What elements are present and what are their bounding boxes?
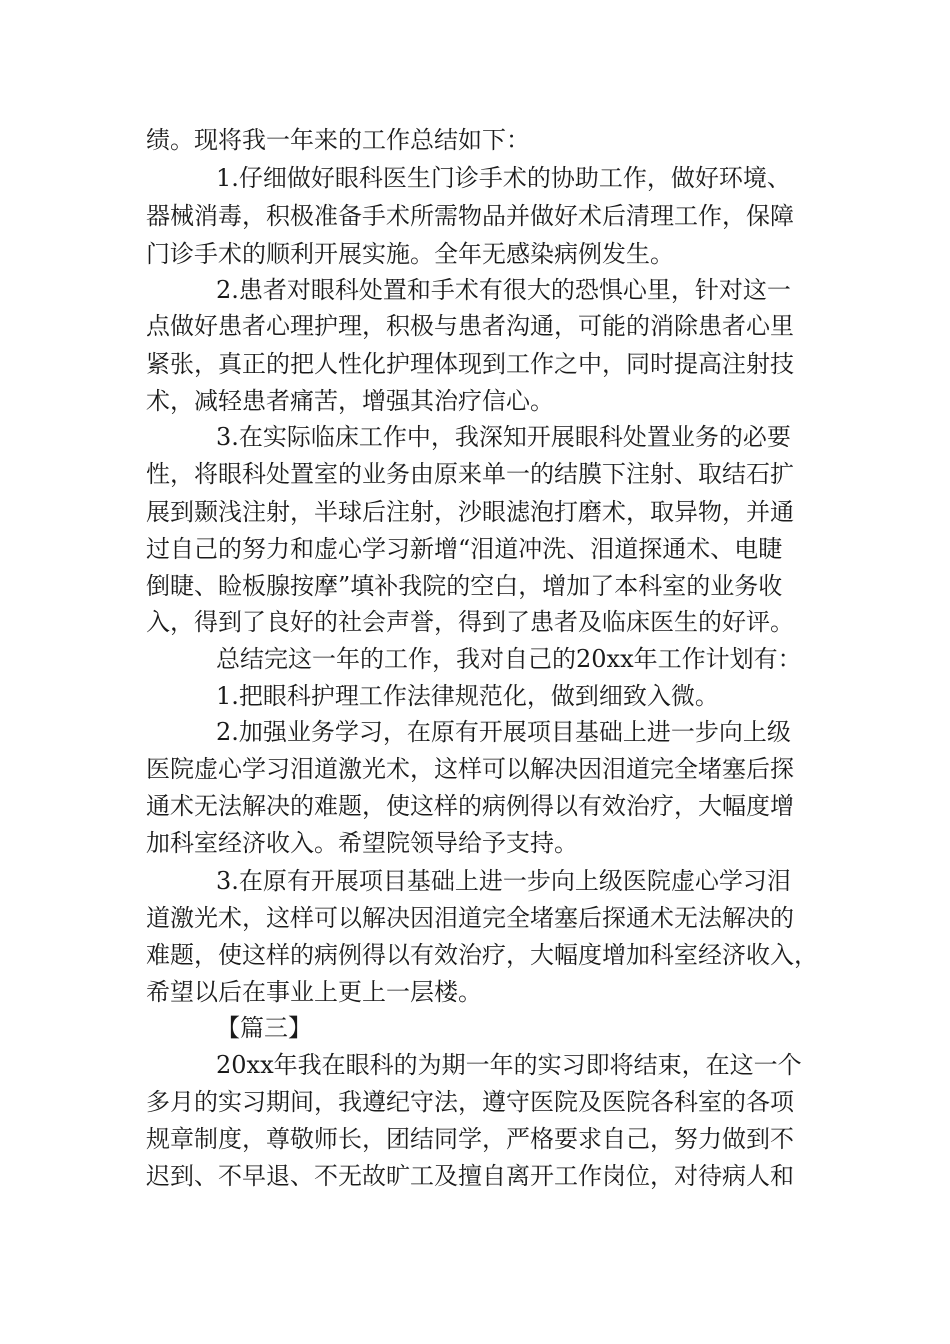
text-line-2: 1.仔细做好眼科医生门诊手术的协助工作，做好环境、 (216, 164, 791, 192)
text-line-10: 性，将眼科处置室的业务由原来单一的结膜下注射、取结石扩 (146, 460, 794, 488)
text-line-1: 绩。现将我一年来的工作总结如下： (146, 126, 530, 154)
text-line-21: 3.在原有开展项目基础上进一步向上级医院虚心学习泪 (216, 867, 791, 895)
text-line-13: 倒睫、睑板腺按摩”填补我院的空白，增加了本科室的业务收 (146, 572, 783, 600)
text-line-4: 门诊手术的顺利开展实施。全年无感染病例发生。 (146, 240, 674, 268)
text-line-22: 道激光术，这样可以解决因泪道完全堵塞后探通术无法解决的 (146, 904, 794, 932)
text-line-17: 2.加强业务学习，在原有开展项目基础上进一步向上级 (216, 718, 791, 746)
text-line-24: 希望以后在事业上更上一层楼。 (146, 978, 482, 1006)
text-line-19: 通术无法解决的难题，使这样的病例得以有效治疗，大幅度增 (146, 792, 794, 820)
text-line-27: 多月的实习期间，我遵纪守法，遵守医院及医院各科室的各项 (146, 1088, 794, 1116)
text-line-29: 迟到、不早退、不无故旷工及擅自离开工作岗位，对待病人和 (146, 1162, 794, 1190)
section-heading: 【篇三】 (216, 1014, 312, 1042)
text-line-20: 加科室经济收入。希望院领导给予支持。 (146, 829, 578, 857)
text-line-15: 总结完这一年的工作，我对自己的20xx年工作计划有： (216, 645, 802, 673)
text-line-6: 点做好患者心理护理，积极与患者沟通，可能的消除患者心里 (146, 312, 794, 340)
text-line-28: 规章制度，尊敬师长，团结同学，严格要求自己，努力做到不 (146, 1125, 794, 1153)
text-line-8: 术，减轻患者痛苦，增强其治疗信心。 (146, 387, 554, 415)
text-line-3: 器械消毒，积极准备手术所需物品并做好术后清理工作，保障 (146, 202, 794, 230)
text-line-14: 入，得到了良好的社会声誉，得到了患者及临床医生的好评。 (146, 608, 794, 636)
text-line-16: 1.把眼科护理工作法律规范化，做到细致入微。 (216, 682, 719, 710)
text-line-9: 3.在实际临床工作中，我深知开展眼科处置业务的必要 (216, 423, 791, 451)
text-line-18: 医院虚心学习泪道激光术，这样可以解决因泪道完全堵塞后探 (146, 755, 794, 783)
text-line-26: 20xx年我在眼科的为期一年的实习即将结束，在这一个 (216, 1051, 802, 1079)
text-line-7: 紧张，真正的把人性化护理体现到工作之中，同时提高注射技 (146, 350, 794, 378)
text-line-23: 难题，使这样的病例得以有效治疗，大幅度增加科室经济收入， (146, 941, 818, 969)
text-line-11: 展到颞浅注射，半球后注射，沙眼滤泡打磨术，取异物，并通 (146, 498, 794, 526)
text-line-12: 过自己的努力和虚心学习新增“泪道冲洗、泪道探通术、电睫 (146, 535, 783, 563)
text-line-5: 2.患者对眼科处置和手术有很大的恐惧心里，针对这一 (216, 276, 791, 304)
